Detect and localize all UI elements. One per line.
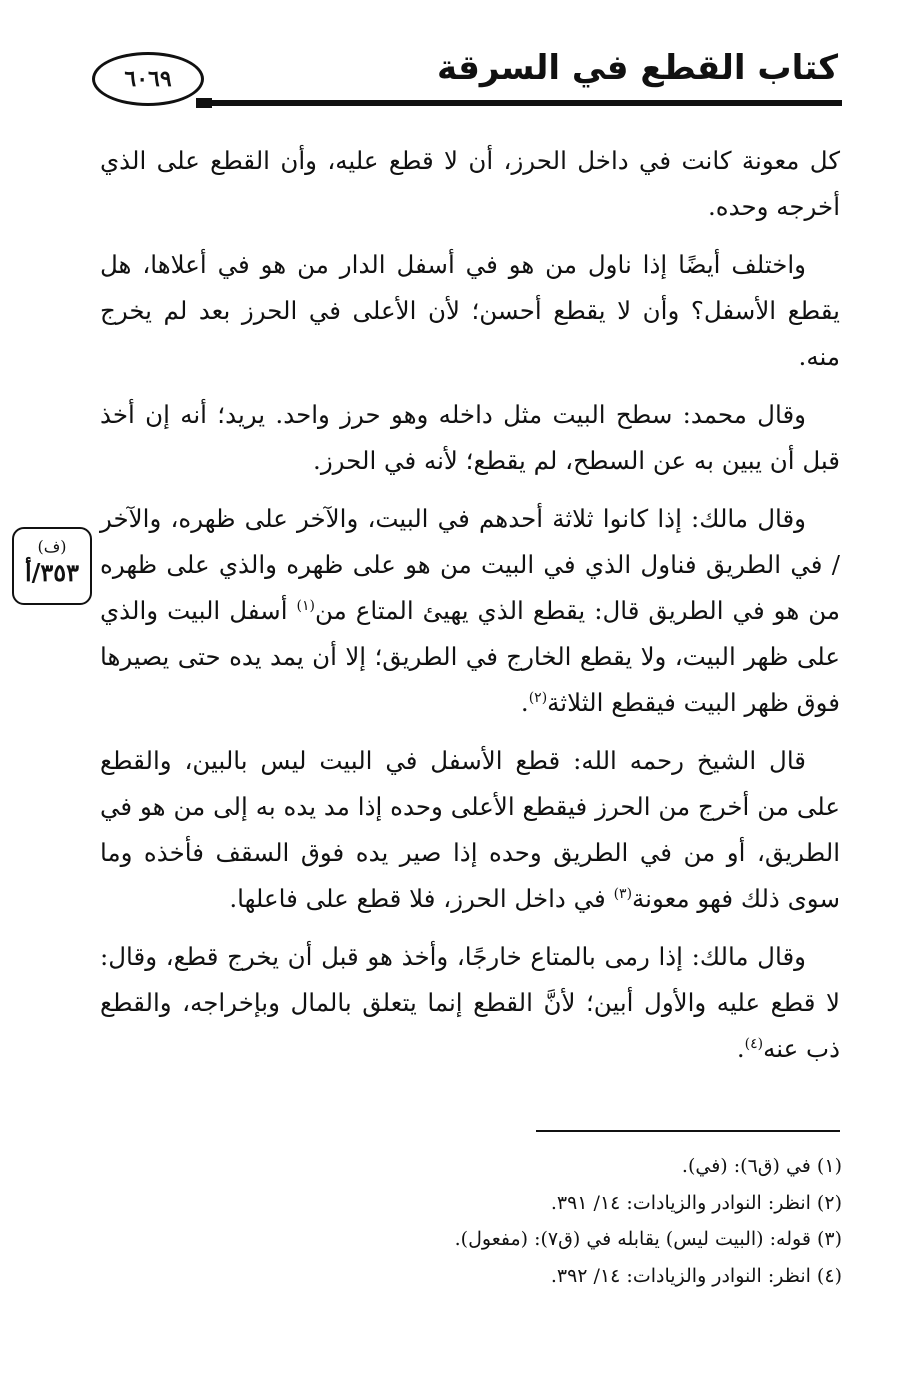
paragraph-2 bbox=[100, 242, 840, 380]
paragraph-text: وقال مالك: إذا رمى بالمتاع خارجًا، وأخذ هو قبل أن يخرج قطع، وقال: لا قطع عليه والأول أبين؛ لأنَّ القطع إنما يتعلق بالمال وبإخراجه، والقطع ذب عنه bbox=[100, 942, 840, 1063]
body-text bbox=[100, 138, 840, 1084]
paragraph-1 bbox=[100, 138, 840, 230]
footnote-marker-4: (٤) bbox=[744, 1035, 764, 1052]
paragraph-6 bbox=[100, 934, 840, 1072]
paragraph-text: واختلف أيضًا إذا ناول من هو في أسفل الدار من هو في أعلاها، هل يقطع الأسفل؟ وأن لا يقطع أحسن؛ لأن الأعلى في الحرز بعد لم يخرج منه. bbox=[100, 250, 840, 371]
footnotes bbox=[82, 1148, 842, 1294]
footnote-marker-2: (٢) bbox=[528, 689, 548, 706]
paragraph-text: وقال محمد: سطح البيت مثل داخله وهو حرز واحد. يريد؛ أنه إن أخذ قبل أن يبين به عن السطح، لم يقطع؛ لأنه في الحرز. bbox=[100, 400, 840, 475]
paragraph-text: . bbox=[736, 1034, 745, 1063]
margin-page-reference bbox=[12, 527, 92, 605]
paragraph-text: وقال مالك: إذا كانوا ثلاثة أحدهم في البيت، والآخر على ظهره، والآخر / في الطريق فناول الذي في البيت من هو على ظهره والذي على ظهره من هو في الطريق قال: يقطع الذي يهيئ المتاع من bbox=[100, 504, 841, 625]
paragraph-3 bbox=[100, 392, 840, 484]
footnote-4: (٤) انظر: النوادر والزيادات: ١٤/ ٣٩٢. bbox=[550, 1264, 842, 1287]
footnote-3: (٣) قوله: (البيت ليس) يقابله في (ق٧): (مفعول). bbox=[454, 1228, 842, 1250]
footnote-1: (١) في (ق٦): (في). bbox=[681, 1155, 842, 1177]
chapter-title: كتاب القطع في السرقة bbox=[436, 48, 838, 88]
margin-ref-label: (ف) bbox=[37, 537, 67, 556]
header-rule-tail bbox=[196, 98, 212, 108]
footnote-marker-1: (١) bbox=[296, 597, 315, 614]
footnote-marker-3: (٣) bbox=[613, 885, 633, 902]
footnote-separator bbox=[536, 1130, 840, 1132]
paragraph-text: قال الشيخ رحمه الله: قطع الأسفل في البيت ليس بالبين، والقطع على من أخرج من الحرز فيقطع الأعلى وحده إذا مد يده به إلى من هو في الطريق، أو من في الطريق وحده إذا صير يده فوق السقف فأخذه وما سوى ذلك فهو معونة bbox=[100, 746, 840, 913]
paragraph-text: كل معونة كانت في داخل الحرز، أن لا قطع عليه، وأن القطع على الذي أخرجه وحده. bbox=[100, 146, 840, 221]
paragraph-5 bbox=[100, 738, 840, 922]
margin-ref-folio: ٣٥٣/أ bbox=[24, 558, 80, 587]
page-number: ٦٠٦٩ bbox=[92, 52, 204, 106]
paragraph-text: . bbox=[520, 688, 529, 717]
paragraph-text: في داخل الحرز، فلا قطع على فاعلها. bbox=[229, 884, 614, 913]
paragraph-text: أسفل البيت والذي على ظهر البيت، ولا يقطع الخارج في الطريق؛ إلا أن يمد يده حتى يصيرها فوق ظهر البيت فيقطع الثلاثة bbox=[100, 596, 840, 717]
header-rule bbox=[196, 100, 842, 106]
footnote-2: (٢) انظر: النوادر والزيادات: ١٤/ ٣٩١. bbox=[550, 1191, 842, 1214]
paragraph-4 bbox=[100, 496, 840, 726]
